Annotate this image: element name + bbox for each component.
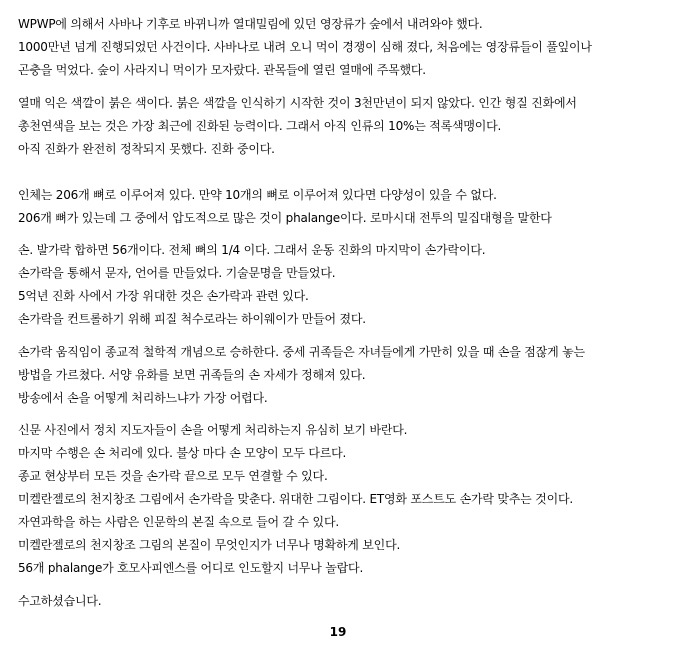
text-line: 손. 발가락 합하면 56개이다. 전체 뼈의 1/4 이다. 그래서 운동 진화의 마지막이 손가락이다.	[18, 243, 486, 257]
text-line: 56개 phalange가 호모사피엔스를 어디로 인도할지 너무나 놀랍다.	[18, 561, 364, 575]
text-line: WPWP에 의해서 사바나 기후로 바뀌니까 열대밀림에 있던 영장류가 숲에서 내려와야 했다.	[18, 17, 483, 31]
page-number: 19	[329, 625, 347, 639]
text-line: 마지막 수행은 손 처리에 있다. 불상 마다 손 모양이 모두 다르다.	[18, 446, 347, 460]
document-page	[18, 0, 668, 650]
text-line: 신문 사진에서 정치 지도자들이 손을 어떻게 처리하는지 유심히 보기 바란다.	[18, 423, 408, 437]
text-line: 5억년 진화 사에서 가장 위대한 것은 손가락과 관련 있다.	[18, 289, 309, 303]
text-line: 손가락을 컨트롤하기 위해 피질 척수로라는 하이웨이가 만들어 졌다.	[18, 312, 366, 326]
text-line: 미켈란젤로의 천지창조 그림에서 손가락을 맞춘다. 위대한 그림이다. ET영화 포스트도 손가락 맞추는 것이다.	[18, 492, 573, 506]
text-line: 206개 뼈가 있는데 그 중에서 압도적으로 많은 것이 phalange이다. 로마시대 전투의 밀집대형을 말한다	[18, 211, 552, 225]
text-line: 손가락 움직임이 종교적 철학적 개념으로 승하한다. 중세 귀족들은 자녀들에게 가만히 있을 때 손을 점잖게 놓는	[18, 345, 585, 359]
text-line: 수고하셨습니다.	[18, 594, 102, 608]
text-line: 열매 익은 색깔이 붉은 색이다. 붉은 색깔을 인식하기 시작한 것이 3천만년이 되지 않았다. 인간 형질 진화에서	[18, 96, 577, 110]
text-line: 곤충을 먹었다. 숲이 사라지니 먹이가 모자랐다. 관목들에 열린 열매에 주목했다.	[18, 63, 426, 77]
text-line: 총천연색을 보는 것은 가장 최근에 진화된 능력이다. 그래서 아직 인류의 10%는 적록색맹이다.	[18, 119, 502, 133]
text-line: 1000만년 넘게 진행되었던 사건이다. 사바나로 내려 오니 먹이 경쟁이 심해 졌다, 처음에는 영장류들이 풀잎이나	[18, 40, 592, 54]
text-line: 손가락을 통해서 문자, 언어를 만들었다. 기술문명을 만들었다.	[18, 266, 336, 280]
text-line: 방송에서 손을 어떻게 처리하느냐가 가장 어렵다.	[18, 391, 268, 405]
text-line: 미켈란젤로의 천지창조 그림의 본질이 무엇인지가 너무나 명확하게 보인다.	[18, 538, 401, 552]
text-line: 자연과학을 하는 사람은 인문학의 본질 속으로 들어 갈 수 있다.	[18, 515, 339, 529]
text-line: 방법을 가르쳤다. 서양 유화를 보면 귀족들의 손 자세가 정해져 있다.	[18, 368, 366, 382]
text-line: 인체는 206개 뼈로 이루어져 있다. 만약 10개의 뼈로 이루어져 있다면 다양성이 있을 수 없다.	[18, 188, 497, 202]
text-line: 아직 진화가 완전히 정착되지 못했다. 진화 중이다.	[18, 142, 275, 156]
text-line: 종교 현상부터 모든 것을 손가락 끝으로 모두 연결할 수 있다.	[18, 469, 328, 483]
